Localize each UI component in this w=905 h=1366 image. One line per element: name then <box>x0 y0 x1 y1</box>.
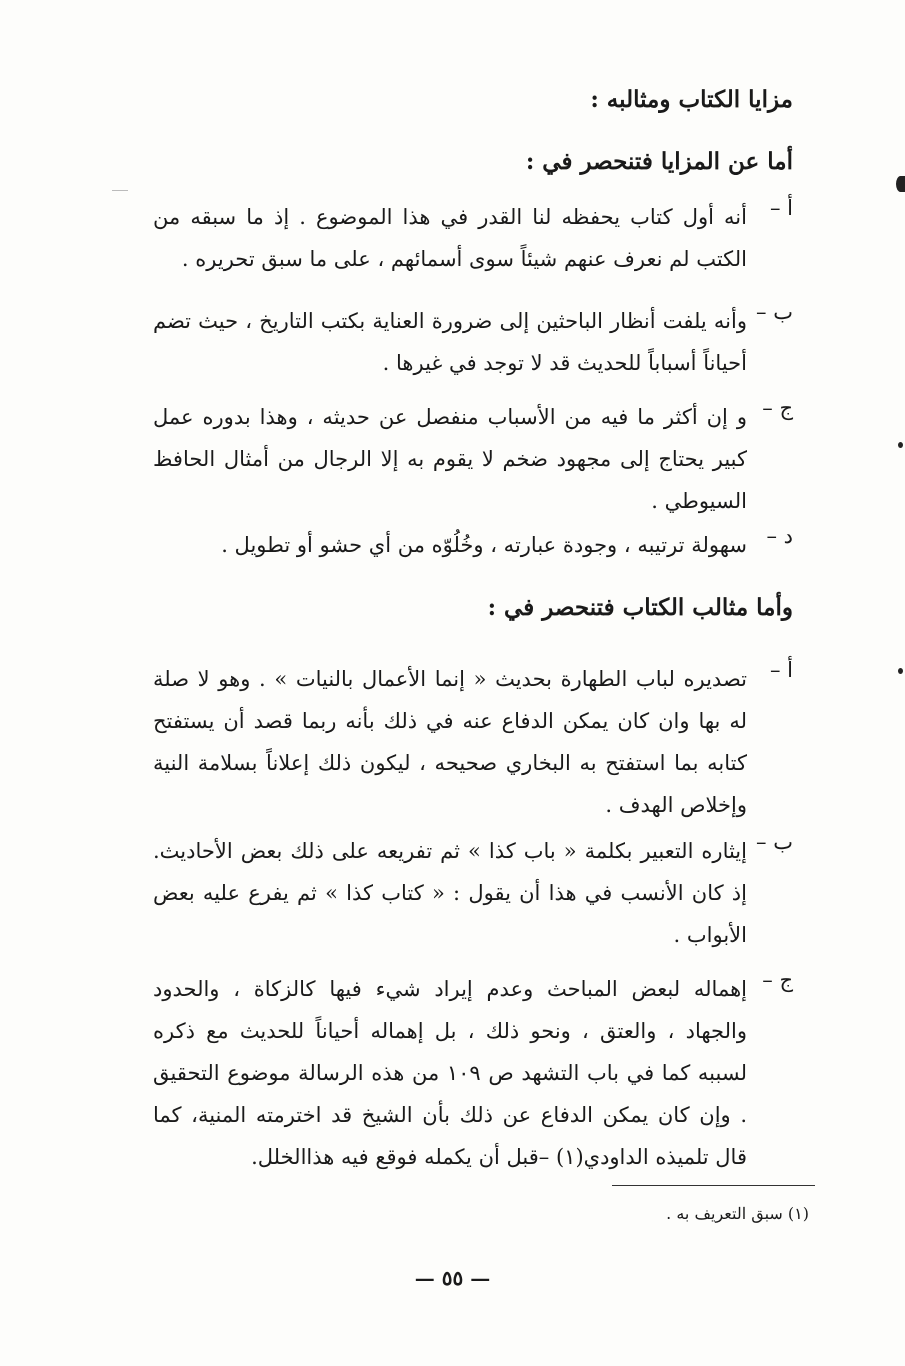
item-text: سهولة ترتيبه ، وجودة عبارته ، وخُلُوّه من أي حشو أو تطويل . <box>221 533 747 557</box>
item-letter: ب – <box>756 300 793 324</box>
item-text: أنه أول كتاب يحفظه لنا القدر في هذا الموضوع . إذ ما سبقه من الكتب لم نعرف عنهم شيئاً سوى أسمائهم ، على ما سبق تحريره . <box>153 205 747 271</box>
item-letter: ج – <box>762 968 793 992</box>
footnote: (١) سبق التعريف به . <box>666 1204 809 1223</box>
scan-crease-line <box>112 190 128 191</box>
flaw-item-c <box>153 968 793 1178</box>
item-text: إيثاره التعبير بكلمة « باب كذا » ثم تفريعه على ذلك بعض الأحاديث. إذ كان الأنسب في هذا أن يقول : « كتاب كذا » ثم يفرع عليه بعض الأبواب . <box>153 839 747 947</box>
subheading-flaws: وأما مثالب الكتاب فتنحصر في : <box>487 594 793 621</box>
flaw-item-a <box>153 658 793 826</box>
item-letter: أ – <box>769 196 793 220</box>
flaw-item-b <box>153 830 793 956</box>
item-text: إهماله لبعض المباحث وعدم إيراد شيء فيها كالزكاة ، والحدود والجهاد ، والعتق ، ونحو ذلك ، بل إهماله أحياناً للحديث مع ذكره لسببه كما في باب التشهد ص ١٠٩ من هذه الرسالة موضوع التحقيق . وإن كان يمكن الدفاع عن ذلك بأن الشيخ قد اخترمته المنية، كما قال تلميذه الداودي(١) –قبل أن يكمله فوقع فيه هذاالخلل. <box>153 977 747 1169</box>
item-text: وأنه يلفت أنظار الباحثين إلى ضرورة العناية بكتب التاريخ ، حيث تضم أحياناً أسباباً للحديث قد لا توجد في غيرها . <box>153 309 747 375</box>
scan-margin-dot <box>898 442 903 448</box>
scan-margin-dot <box>898 668 903 674</box>
merit-item-a <box>153 196 793 280</box>
item-text: و إن أكثر ما فيه من الأسباب منفصل عن حديثه ، وهذا بدوره عمل كبير يحتاج إلى مجهود ضخم لا يقوم به إلا الرجال من أمثال الحافظ السيوطي . <box>153 405 747 513</box>
merit-item-d <box>153 524 793 566</box>
item-letter: ب – <box>756 830 793 854</box>
footnote-divider <box>612 1185 815 1186</box>
merit-item-c <box>153 396 793 522</box>
page-number: — ٥٥ — <box>414 1266 491 1290</box>
item-letter: د – <box>766 524 793 548</box>
subheading-merits: أما عن المزايا فتنحصر في : <box>525 148 793 175</box>
scan-margin-mark <box>896 176 905 192</box>
section-heading-merits-flaws: مزايا الكتاب ومثالبه : <box>590 86 793 113</box>
item-text: تصديره لباب الطهارة بحديث « إنما الأعمال بالنيات » . وهو لا صلة له بها وان كان يمكن الدفاع عنه في ذلك بأنه ربما قصد أن يستفتح كتابه بما استفتح به البخاري صحيحه ، ليكون ذلك إعلاناً بسلامة النية وإخلاص الهدف . <box>153 667 747 817</box>
item-letter: ج – <box>762 396 793 420</box>
item-letter: أ – <box>769 658 793 682</box>
merit-item-b <box>153 300 793 384</box>
